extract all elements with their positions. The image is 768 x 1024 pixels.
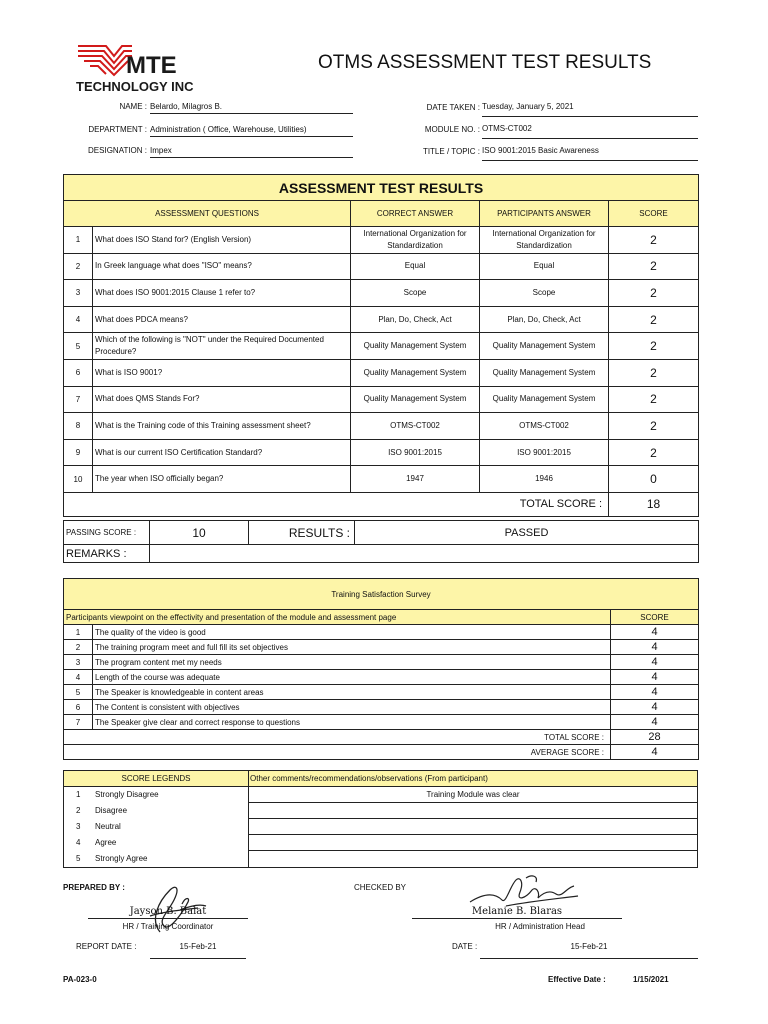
- question-row: [64, 439, 699, 466]
- question-text: What is the Training code of this Training assessment sheet?: [93, 413, 351, 440]
- module-label: MODULE NO. :: [424, 125, 480, 134]
- survey-score: 4: [611, 700, 699, 715]
- legend-label: Agree: [95, 838, 117, 847]
- question-row: [64, 227, 699, 254]
- survey-score: 4: [611, 670, 699, 685]
- question-text: What is ISO 9001?: [93, 359, 351, 386]
- question-number: 7: [64, 386, 93, 413]
- correct-answer: Scope: [351, 280, 480, 307]
- assessment-title: ASSESSMENT TEST RESULTS: [64, 175, 699, 201]
- date-taken-value: Tuesday, January 5, 2021: [482, 99, 698, 117]
- module-value: OTMS-CT002: [482, 121, 698, 139]
- question-number: 4: [64, 306, 93, 333]
- question-number: 3: [64, 280, 93, 307]
- legends-title: SCORE LEGENDS: [121, 774, 191, 783]
- survey-row: [64, 640, 699, 655]
- question-row: [64, 280, 699, 307]
- survey-number: 5: [64, 685, 93, 700]
- participant-answer: 1946: [480, 466, 609, 493]
- survey-score: 4: [611, 655, 699, 670]
- survey-total-label: TOTAL SCORE :: [544, 732, 604, 742]
- survey-score: 4: [611, 685, 699, 700]
- topic-value: ISO 9001:2015 Basic Awareness: [482, 143, 698, 161]
- survey-total-value: 28: [611, 730, 699, 745]
- col-participant-header: PARTICIPANTS ANSWER: [480, 201, 609, 227]
- comment-line: [249, 819, 697, 835]
- legend-number: 3: [76, 822, 81, 831]
- participant-answer: Plan, Do, Check, Act: [480, 306, 609, 333]
- correct-answer: 1947: [351, 466, 480, 493]
- participant-answer: Quality Management System: [480, 333, 609, 360]
- prepared-title: HR / Training Coordinator: [122, 922, 214, 931]
- question-text: The year when ISO officially began?: [93, 466, 351, 493]
- question-number: 2: [64, 253, 93, 280]
- passing-score-label: PASSING SCORE :: [64, 521, 150, 545]
- survey-statement: Length of the course was adequate: [93, 670, 611, 685]
- date-taken-label: DATE TAKEN :: [426, 103, 480, 112]
- checked-name-line: [412, 906, 622, 919]
- comment-line: [249, 835, 697, 851]
- question-text: What does ISO 9001:2015 Clause 1 refer to?: [93, 280, 351, 307]
- comment-line: [249, 851, 697, 867]
- prepared-name-line: [88, 906, 248, 919]
- legend-item: [64, 835, 248, 851]
- legend-label: Strongly Disagree: [95, 790, 159, 799]
- survey-title: Training Satisfaction Survey: [64, 579, 699, 610]
- participant-answer: Quality Management System: [480, 359, 609, 386]
- prepared-name: Jayson B. Balat: [129, 906, 207, 917]
- survey-score-header: SCORE: [611, 610, 699, 625]
- correct-answer: Quality Management System: [351, 359, 480, 386]
- checked-name: Melanie B. Blaras: [471, 906, 563, 917]
- survey-score: 4: [611, 640, 699, 655]
- legends-box: [63, 770, 698, 868]
- question-score: 2: [609, 413, 699, 440]
- logo-sub-text: TECHNOLOGY INC: [76, 79, 194, 94]
- question-row: [64, 386, 699, 413]
- survey-rows: [64, 625, 699, 730]
- survey-score: 4: [611, 625, 699, 640]
- participant-answer: Equal: [480, 253, 609, 280]
- department-value: Administration ( Office, Warehouse, Utilities): [150, 123, 353, 137]
- assessment-table: [63, 174, 699, 517]
- survey-number: 2: [64, 640, 93, 655]
- col-correct-header: CORRECT ANSWER: [351, 201, 480, 227]
- legend-label: Disagree: [95, 806, 128, 815]
- survey-row: [64, 685, 699, 700]
- remarks-label: REMARKS :: [64, 545, 150, 563]
- question-score: 2: [609, 280, 699, 307]
- participant-answer: Quality Management System: [480, 386, 609, 413]
- results-value: PASSED: [355, 521, 699, 545]
- survey-row: [64, 700, 699, 715]
- report-date-value: 15-Feb-21: [150, 940, 246, 959]
- correct-answer: Quality Management System: [351, 386, 480, 413]
- survey-statement: The Speaker give clear and correct response to questions: [93, 715, 611, 730]
- legend-item: [64, 819, 248, 835]
- page-title: OTMS ASSESSMENT TEST RESULTS: [318, 52, 652, 73]
- survey-average-label: AVERAGE SCORE :: [530, 747, 604, 757]
- survey-row: [64, 655, 699, 670]
- topic-label: TITLE / TOPIC :: [422, 147, 480, 156]
- survey-total-cell: [64, 730, 611, 745]
- question-text: What is our current ISO Certification Standard?: [93, 439, 351, 466]
- col-questions-header: ASSESSMENT QUESTIONS: [64, 201, 351, 227]
- survey-table: [63, 578, 699, 760]
- total-score-value: 18: [609, 492, 699, 516]
- survey-statement: The training program meet and full fill its set objectives: [93, 640, 611, 655]
- question-text: What does QMS Stands For?: [93, 386, 351, 413]
- question-number: 5: [64, 333, 93, 360]
- legend-number: 2: [76, 806, 81, 815]
- legend-number: 1: [76, 790, 81, 799]
- question-text: Which of the following is "NOT" under the Required Documented Procedure?: [93, 333, 351, 360]
- assessment-rows: [64, 227, 699, 493]
- company-logo: [76, 42, 196, 94]
- correct-answer: Plan, Do, Check, Act: [351, 306, 480, 333]
- survey-number: 7: [64, 715, 93, 730]
- results-label: RESULTS :: [249, 521, 355, 545]
- question-text: In Greek language what does "ISO" means?: [93, 253, 351, 280]
- survey-number: 4: [64, 670, 93, 685]
- comments-header: Other comments/recommendations/observations (From participant): [250, 774, 488, 783]
- question-score: 2: [609, 386, 699, 413]
- question-score: 2: [609, 227, 699, 254]
- survey-number: 3: [64, 655, 93, 670]
- survey-statement: The Speaker is knowledgeable in content areas: [93, 685, 611, 700]
- participant-answer: OTMS-CT002: [480, 413, 609, 440]
- survey-number: 1: [64, 625, 93, 640]
- question-number: 6: [64, 359, 93, 386]
- question-number: 10: [64, 466, 93, 493]
- question-score: 2: [609, 253, 699, 280]
- question-row: [64, 413, 699, 440]
- effective-date-label: Effective Date :: [548, 975, 606, 984]
- survey-row: [64, 625, 699, 640]
- prepared-by-label: PREPARED BY :: [63, 883, 125, 892]
- comment-line: [249, 803, 697, 819]
- survey-subheader: Participants viewpoint on the effectivity and presentation of the module and assessment page: [64, 610, 611, 625]
- question-text: What does PDCA means?: [93, 306, 351, 333]
- checked-by-label: CHECKED BY: [354, 883, 407, 892]
- question-row: [64, 466, 699, 493]
- legend-number: 5: [76, 854, 81, 863]
- comment-list: [249, 787, 697, 867]
- remarks-value: [150, 545, 699, 563]
- legend-list: [64, 787, 248, 867]
- participant-answer: ISO 9001:2015: [480, 439, 609, 466]
- correct-answer: ISO 9001:2015: [351, 439, 480, 466]
- question-score: 0: [609, 466, 699, 493]
- logo-main-text: MTE: [126, 52, 177, 79]
- report-date-label: REPORT DATE :: [76, 942, 137, 951]
- effective-date-value: 1/15/2021: [633, 975, 669, 984]
- name-value: Belardo, Milagros B.: [150, 100, 353, 114]
- survey-number: 6: [64, 700, 93, 715]
- col-score-header: SCORE: [609, 201, 699, 227]
- checked-title: HR / Administration Head: [495, 922, 585, 931]
- question-number: 9: [64, 439, 93, 466]
- survey-row: [64, 670, 699, 685]
- correct-answer: Equal: [351, 253, 480, 280]
- correct-answer: Quality Management System: [351, 333, 480, 360]
- question-number: 8: [64, 413, 93, 440]
- survey-score: 4: [611, 715, 699, 730]
- passing-score-value: 10: [150, 521, 249, 545]
- total-score-cell: [64, 492, 609, 516]
- legend-item: [64, 851, 248, 867]
- question-score: 2: [609, 439, 699, 466]
- question-row: [64, 253, 699, 280]
- comment-line: Training Module was clear: [249, 787, 697, 803]
- survey-statement: The Content is consistent with objectives: [93, 700, 611, 715]
- question-score: 2: [609, 333, 699, 360]
- date-label: DATE :: [452, 942, 478, 951]
- question-score: 2: [609, 306, 699, 333]
- survey-statement: The program content met my needs: [93, 655, 611, 670]
- legend-item: [64, 787, 248, 803]
- survey-row: [64, 715, 699, 730]
- question-row: [64, 359, 699, 386]
- results-table: [63, 520, 699, 563]
- correct-answer: OTMS-CT002: [351, 413, 480, 440]
- legend-label: Neutral: [95, 822, 121, 831]
- participant-answer: Scope: [480, 280, 609, 307]
- question-row: [64, 333, 699, 360]
- legend-number: 4: [76, 838, 81, 847]
- document-code: PA-023-0: [63, 975, 97, 984]
- legend-item: [64, 803, 248, 819]
- question-row: [64, 306, 699, 333]
- name-label: NAME :: [119, 102, 147, 111]
- survey-statement: The quality of the video is good: [93, 625, 611, 640]
- date-value: 15-Feb-21: [480, 940, 698, 959]
- participant-answer: International Organization for Standardization: [480, 227, 609, 254]
- survey-average-cell: [64, 745, 611, 760]
- question-score: 2: [609, 359, 699, 386]
- legend-label: Strongly Agree: [95, 854, 148, 863]
- correct-answer: International Organization for Standardization: [351, 227, 480, 254]
- department-label: DEPARTMENT :: [88, 125, 147, 134]
- survey-average-value: 4: [611, 745, 699, 760]
- total-score-label: TOTAL SCORE :: [519, 498, 602, 511]
- designation-label: DESIGNATION :: [88, 146, 147, 155]
- question-number: 1: [64, 227, 93, 254]
- question-text: What does ISO Stand for? (English Version): [93, 227, 351, 254]
- designation-value: Impex: [150, 144, 353, 158]
